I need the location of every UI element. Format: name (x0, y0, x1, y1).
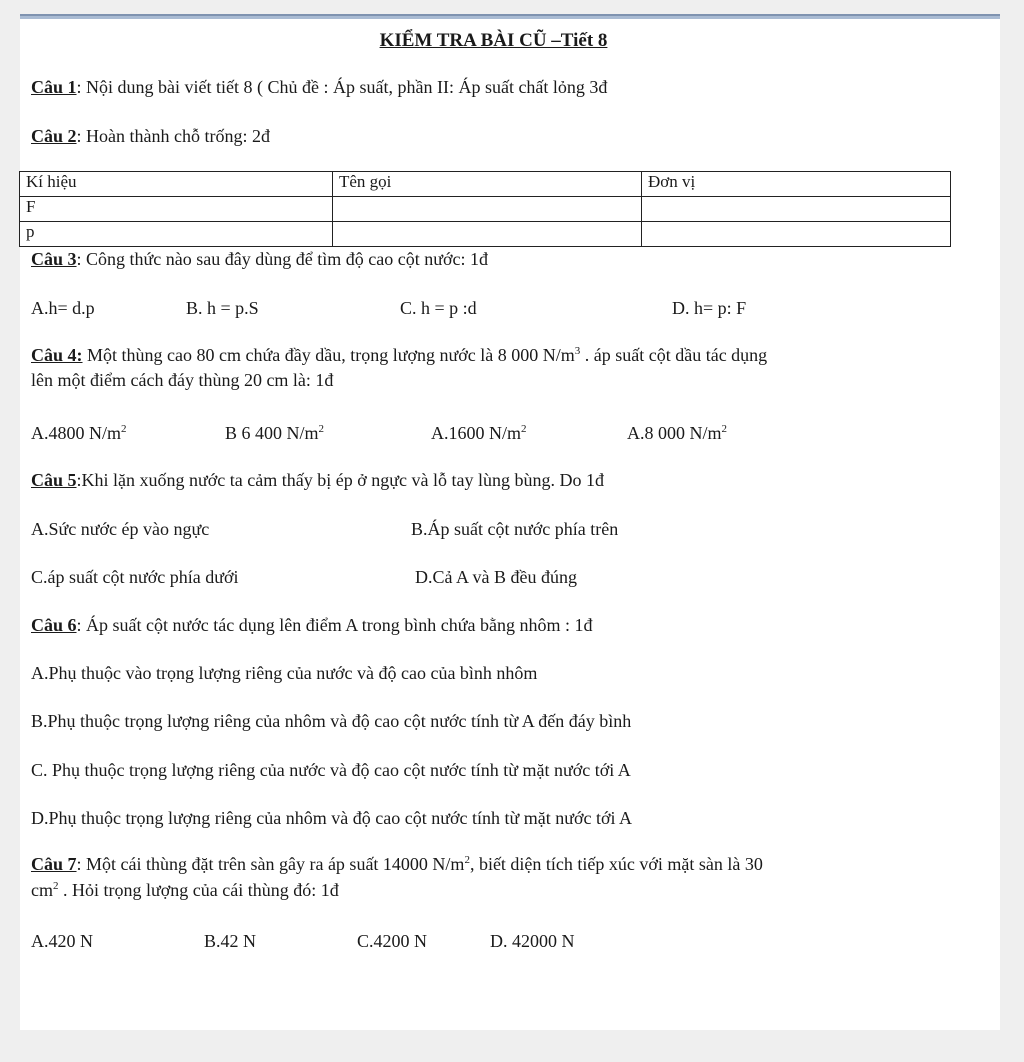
question-5-option-d: D.Cả A và B đều đúng (415, 567, 577, 587)
symbol-table (19, 171, 951, 247)
page-top-border (20, 14, 1000, 16)
question-2 (31, 126, 270, 147)
question-5-text: :Khi lặn xuống nước ta cảm thấy bị ép ở ngực và lỗ tay lùng bùng. Do 1đ (76, 470, 604, 490)
table-header-cell: Đơn vị (642, 172, 951, 197)
question-4-label: Câu 4: (31, 345, 83, 365)
question-4 (31, 345, 767, 366)
question-3-option-a: A.h= d.p (31, 298, 95, 318)
question-7-text: : Một cái thùng đặt trên sàn gây ra áp suất 14000 N/m (76, 854, 465, 874)
question-3-option-d: D. h= p: F (672, 298, 747, 318)
question-3-label: Câu 3 (31, 249, 77, 269)
table-cell-blank[interactable] (333, 222, 642, 247)
question-5 (31, 470, 604, 491)
table-cell: F (20, 197, 333, 222)
table-header-row (20, 172, 951, 197)
question-6-option-c: C. Phụ thuộc trọng lượng riêng của nước và độ cao cột nước tính từ mặt nước tới A (31, 760, 631, 780)
table-row (20, 222, 951, 247)
table-cell-blank[interactable] (642, 197, 951, 222)
question-6 (31, 615, 592, 636)
question-5-option-b: B.Áp suất cột nước phía trên (411, 519, 619, 539)
table-cell-blank[interactable] (333, 197, 642, 222)
question-7-option-c: C.4200 N (357, 931, 428, 951)
question-6-option-b: B.Phụ thuộc trọng lượng riêng của nhôm và độ cao cột nước tính từ A đến đáy bình (31, 711, 632, 731)
question-1 (31, 77, 607, 98)
question-4-option-d: A.8 000 $N/m^2$ (627, 423, 727, 443)
question-4-option-b: B 6 400 $N/m^2$ (225, 423, 325, 443)
question-6-label: Câu 6 (31, 615, 77, 635)
question-4-text: Một thùng cao 80 cm chứa đầy dầu, trọng lượng nước là 8 000 N/m (82, 345, 575, 365)
question-4-text-tail: . áp suất cột dầu tác dụng (580, 345, 768, 365)
question-7-option-d: D. 42000 N (490, 931, 575, 951)
question-1-label: Câu 1 (31, 77, 77, 97)
table-row (20, 197, 951, 222)
question-2-text: : Hoàn thành chỗ trống: 2đ (76, 126, 270, 146)
table-header-cell: Kí hiệu (20, 172, 333, 197)
question-7 (31, 854, 763, 875)
question-3 (31, 249, 488, 270)
table-header-cell: Tên gọi (333, 172, 642, 197)
question-7-option-a: A.420 N (31, 931, 93, 951)
question-3-option-c: C. h = p :d (400, 298, 477, 318)
question-6-text: : Áp suất cột nước tác dụng lên điểm A trong bình chứa bằng nhôm : 1đ (76, 615, 593, 635)
question-3-option-b: B. h = p.S (186, 298, 259, 318)
question-5-option-c: C.áp suất cột nước phía dưới (31, 567, 239, 587)
question-3-text: : Công thức nào sau đây dùng để tìm độ cao cột nước: 1đ (76, 249, 488, 269)
question-5-option-a: A.Sức nước ép vào ngực (31, 519, 210, 539)
question-7-option-b: B.42 N (204, 931, 257, 951)
question-7-label: Câu 7 (31, 854, 77, 874)
question-7-text-tail: , biết diện tích tiếp xúc với mặt sàn là 30 (469, 854, 763, 874)
question-6-option-d: D.Phụ thuộc trọng lượng riêng của nhôm và độ cao cột nước tính từ mặt nước tới A (31, 808, 632, 828)
question-4-line-2: lên một điểm cách đáy thùng 20 cm là: 1đ (31, 370, 334, 390)
table-cell-blank[interactable] (642, 222, 951, 247)
question-2-label: Câu 2 (31, 126, 77, 146)
question-4-option-c: A.1600 $N/m^2$ (431, 423, 527, 443)
question-7-line-2: $cm^2$ . Hỏi trọng lượng của cái thùng đó: 1đ (31, 880, 339, 900)
question-4-option-a: A.4800 $N/m^2$ (31, 423, 127, 443)
table-cell: p (20, 222, 333, 247)
page-title: KIỂM TRA BÀI CŨ –Tiết 8 (379, 30, 608, 51)
question-7-superscript: 2 (464, 854, 470, 866)
question-4-superscript: 3 (574, 345, 581, 357)
question-1-text: : Nội dung bài viết tiết 8 ( Chủ đề : Áp suất, phần II: Áp suất chất lỏng 3đ (76, 77, 608, 97)
question-6-option-a: A.Phụ thuộc vào trọng lượng riêng của nước và độ cao của bình nhôm (31, 663, 538, 683)
question-5-label: Câu 5 (31, 470, 77, 490)
